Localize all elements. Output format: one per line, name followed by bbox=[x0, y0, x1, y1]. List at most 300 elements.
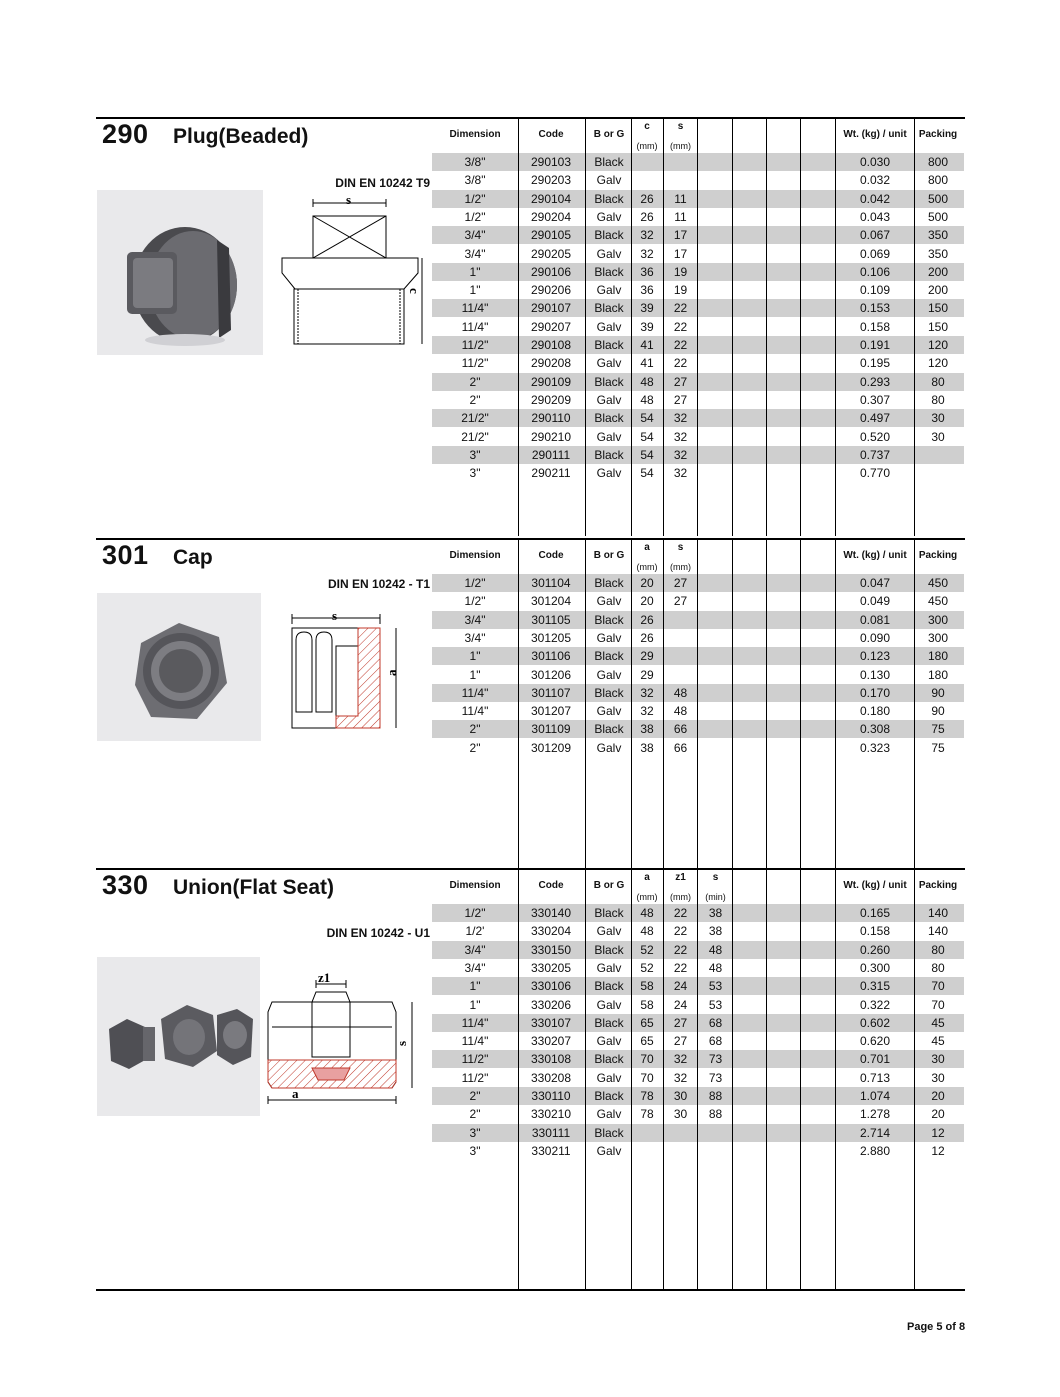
table-row bbox=[432, 720, 964, 738]
table-row bbox=[432, 245, 964, 263]
cell-d3 bbox=[699, 611, 732, 629]
cell-weight: 0.323 bbox=[859, 740, 891, 755]
cell-d2: 27 bbox=[673, 1015, 688, 1030]
table-row bbox=[432, 1014, 964, 1032]
cell-finish: Black bbox=[594, 685, 624, 700]
cell-finish: Black bbox=[594, 942, 624, 957]
cell-finish: Black bbox=[594, 447, 624, 462]
cell-d3: 48 bbox=[708, 942, 723, 957]
table-row bbox=[432, 354, 964, 372]
cell-d1: 20 bbox=[640, 576, 654, 590]
cell-d3 bbox=[699, 263, 732, 281]
cell-d1: 32 bbox=[640, 685, 654, 700]
cell-d1 bbox=[632, 171, 662, 189]
cell-weight: 0.165 bbox=[859, 906, 891, 920]
column-rule bbox=[835, 870, 836, 1289]
cell-finish: Black bbox=[594, 155, 624, 169]
cell-finish: Black bbox=[594, 906, 624, 920]
cell-packing: 45 bbox=[931, 1015, 945, 1030]
column-rule bbox=[631, 870, 632, 1289]
cell-packing: 30 bbox=[931, 1052, 945, 1067]
cell-packing: 200 bbox=[927, 264, 949, 279]
cell-packing: 80 bbox=[931, 960, 945, 975]
cell-finish: Black bbox=[594, 1125, 624, 1140]
cell-weight: 0.158 bbox=[859, 924, 891, 939]
cell-code: 330211 bbox=[531, 1143, 571, 1158]
table-row bbox=[432, 153, 964, 171]
cell-code: 301205 bbox=[530, 630, 572, 645]
cell-code: 301207 bbox=[530, 704, 572, 719]
cell-d1: 54 bbox=[640, 429, 654, 444]
drawing-label-s: s bbox=[346, 193, 352, 207]
cell-dimension: 11/4" bbox=[461, 1034, 489, 1049]
cell-finish: Black bbox=[594, 191, 624, 206]
cell-d2: 27 bbox=[673, 1034, 688, 1049]
cell-dimension: 3" bbox=[469, 466, 481, 481]
cell-dimension: 11/4" bbox=[461, 704, 489, 719]
table-row bbox=[432, 959, 964, 977]
cell-weight: 0.497 bbox=[859, 411, 891, 426]
column-rule bbox=[631, 119, 632, 536]
cell-d2: 48 bbox=[673, 704, 688, 719]
cap-technical-drawing bbox=[284, 610, 419, 736]
cell-dimension: 1/2" bbox=[464, 906, 486, 920]
cell-d2: 32 bbox=[673, 447, 688, 462]
cell-dimension: 11/2" bbox=[461, 1052, 489, 1067]
section-290-plug-beaded bbox=[96, 117, 965, 536]
cell-packing: 90 bbox=[931, 704, 945, 719]
cell-d3 bbox=[699, 647, 732, 665]
cell-d3 bbox=[699, 373, 732, 391]
cell-d2: 66 bbox=[673, 722, 688, 737]
cell-code: 330140 bbox=[530, 906, 572, 920]
table-row bbox=[432, 464, 964, 482]
cell-dimension: 2" bbox=[469, 740, 481, 755]
cell-weight: 0.300 bbox=[859, 960, 891, 975]
cell-d3 bbox=[699, 446, 732, 464]
cell-code: 290207 bbox=[530, 319, 572, 334]
table-row bbox=[432, 1087, 964, 1105]
cell-weight: 0.602 bbox=[859, 1015, 891, 1030]
cell-weight: 0.307 bbox=[859, 392, 891, 407]
header-dim1: a bbox=[644, 872, 650, 883]
cell-code: 330206 bbox=[530, 997, 572, 1012]
cell-dimension: 1" bbox=[469, 997, 481, 1012]
column-rule bbox=[835, 540, 836, 868]
cell-d3: 38 bbox=[708, 906, 723, 920]
column-rule bbox=[697, 119, 698, 536]
table-row bbox=[432, 281, 964, 299]
cell-code: 301107 bbox=[531, 685, 571, 700]
cell-code: 330108 bbox=[530, 1052, 572, 1067]
cell-d3: 68 bbox=[708, 1034, 723, 1049]
table-row bbox=[432, 1124, 964, 1142]
cell-packing: 30 bbox=[931, 411, 945, 426]
cell-d1: 29 bbox=[640, 667, 654, 682]
cell-d3: 53 bbox=[708, 979, 723, 994]
cell-packing: 12 bbox=[931, 1125, 945, 1140]
cell-finish: Black bbox=[594, 979, 624, 994]
column-rule bbox=[914, 119, 915, 536]
cell-dimension: 21/2" bbox=[461, 429, 489, 444]
cell-dimension: 3/4" bbox=[464, 228, 486, 243]
cell-dimension: 1/2' bbox=[465, 924, 485, 939]
header-b-or-g: B or G bbox=[593, 880, 625, 891]
section-330-union-flat-seat bbox=[96, 868, 965, 1292]
cell-d2: 32 bbox=[673, 429, 688, 444]
cell-code: 301105 bbox=[531, 612, 571, 627]
cell-weight: 0.713 bbox=[859, 1070, 891, 1085]
cell-packing: 12 bbox=[931, 1143, 945, 1158]
cell-d3 bbox=[699, 336, 732, 354]
table-row bbox=[432, 647, 964, 665]
unit-dim1: (mm) bbox=[636, 141, 658, 151]
cell-d3 bbox=[699, 684, 732, 702]
cell-weight: 0.770 bbox=[859, 466, 891, 481]
cell-finish: Black bbox=[594, 649, 624, 664]
cell-d2 bbox=[664, 647, 697, 665]
cell-code: 330150 bbox=[530, 942, 572, 957]
cell-finish: Galv bbox=[596, 392, 622, 407]
cell-d1: 36 bbox=[640, 283, 654, 298]
cell-finish: Galv bbox=[596, 319, 622, 334]
cell-packing: 45 bbox=[931, 1034, 945, 1049]
cell-d2: 48 bbox=[673, 685, 688, 700]
cell-d1: 48 bbox=[640, 924, 654, 939]
table-row bbox=[432, 1050, 964, 1068]
cell-packing: 20 bbox=[931, 1089, 945, 1103]
cell-weight: 0.701 bbox=[859, 1052, 891, 1067]
cell-packing: 150 bbox=[927, 319, 949, 334]
column-rule bbox=[835, 119, 836, 536]
cell-code: 330210 bbox=[530, 1107, 572, 1122]
cell-code: 290107 bbox=[530, 301, 572, 316]
cell-d1: 26 bbox=[640, 191, 654, 206]
cell-finish: Black bbox=[594, 411, 624, 426]
cell-d1: 41 bbox=[640, 356, 654, 371]
unit-dim2: (mm) bbox=[670, 892, 691, 902]
cell-d1: 52 bbox=[640, 942, 654, 957]
cell-d3: 48 bbox=[708, 960, 723, 975]
cell-dimension: 3/4" bbox=[464, 630, 486, 645]
cell-d2: 32 bbox=[673, 466, 688, 481]
cell-d3: 73 bbox=[708, 1070, 723, 1085]
column-rule bbox=[914, 870, 915, 1289]
cell-d2: 17 bbox=[673, 246, 688, 261]
cell-code: 330205 bbox=[530, 960, 572, 975]
cell-d1: 32 bbox=[640, 246, 654, 261]
cell-dimension: 11/4" bbox=[461, 301, 489, 316]
cell-d3 bbox=[699, 666, 732, 684]
cell-d3 bbox=[699, 1142, 732, 1160]
table-row bbox=[432, 592, 964, 610]
cell-dimension: 1/2" bbox=[464, 594, 486, 609]
cell-code: 301206 bbox=[530, 667, 572, 682]
column-rule bbox=[800, 540, 801, 868]
cell-d2: 27 bbox=[673, 594, 688, 609]
cell-weight: 0.049 bbox=[859, 594, 891, 609]
cell-code: 301106 bbox=[531, 649, 571, 664]
column-rule bbox=[697, 870, 698, 1289]
cell-dimension: 1" bbox=[469, 667, 481, 682]
cell-d1: 70 bbox=[640, 1052, 654, 1067]
cell-dimension: 2" bbox=[469, 1107, 481, 1122]
cell-packing: 140 bbox=[927, 924, 949, 939]
cell-finish: Galv bbox=[596, 173, 622, 188]
cell-packing: 120 bbox=[927, 356, 949, 371]
cell-d1: 38 bbox=[640, 722, 654, 737]
table-row bbox=[432, 318, 964, 336]
cell-finish: Galv bbox=[596, 1034, 622, 1049]
cell-d3 bbox=[699, 428, 732, 446]
cell-finish: Galv bbox=[596, 356, 622, 371]
cell-d1: 58 bbox=[640, 997, 654, 1012]
column-rule bbox=[663, 119, 664, 536]
cell-d3 bbox=[699, 391, 732, 409]
cell-d1: 52 bbox=[640, 960, 654, 975]
unit-dim3: (min) bbox=[705, 892, 726, 902]
cell-packing: 75 bbox=[931, 740, 945, 755]
cell-d2: 19 bbox=[673, 283, 688, 298]
cell-finish: Galv bbox=[596, 960, 622, 975]
cell-code: 290109 bbox=[530, 374, 572, 389]
cell-d2 bbox=[664, 1142, 697, 1160]
column-rule bbox=[585, 870, 586, 1289]
cell-d3 bbox=[699, 409, 732, 427]
cell-d3 bbox=[699, 226, 732, 244]
cell-d1: 78 bbox=[640, 1089, 654, 1103]
cell-code: 290205 bbox=[530, 246, 572, 261]
cell-finish: Black bbox=[594, 1089, 624, 1103]
header-code: Code bbox=[538, 550, 564, 561]
cell-packing: 180 bbox=[927, 649, 949, 664]
cell-d3: 38 bbox=[708, 924, 723, 939]
cell-weight: 0.090 bbox=[859, 630, 891, 645]
cell-weight: 0.520 bbox=[859, 429, 891, 444]
cell-d1: 54 bbox=[640, 447, 654, 462]
cell-d1: 58 bbox=[640, 979, 654, 994]
cell-weight: 0.170 bbox=[859, 685, 891, 700]
table-row bbox=[432, 190, 964, 208]
unit-dim1: (mm) bbox=[636, 892, 658, 902]
cell-weight: 0.032 bbox=[859, 173, 891, 188]
union-technical-drawing bbox=[266, 972, 426, 1112]
table-row bbox=[432, 1032, 964, 1050]
drawing-label-a: a bbox=[292, 1086, 299, 1101]
cell-d1: 29 bbox=[640, 649, 654, 664]
table-row bbox=[432, 574, 964, 592]
cell-d2 bbox=[664, 611, 697, 629]
table-row bbox=[432, 1069, 964, 1087]
cell-d1: 26 bbox=[640, 612, 654, 627]
cell-packing bbox=[914, 446, 962, 464]
table-row bbox=[432, 629, 964, 647]
cell-dimension: 11/4" bbox=[461, 319, 489, 334]
cell-finish: Black bbox=[594, 1015, 624, 1030]
cell-d3 bbox=[699, 171, 732, 189]
cell-d3: 73 bbox=[708, 1052, 723, 1067]
cell-dimension: 3" bbox=[469, 447, 481, 462]
cell-packing: 500 bbox=[927, 209, 949, 224]
cell-weight: 0.322 bbox=[859, 997, 891, 1012]
cell-dimension: 11/2" bbox=[461, 1070, 489, 1085]
cell-packing bbox=[914, 464, 962, 482]
cell-packing: 30 bbox=[931, 429, 945, 444]
cell-packing: 80 bbox=[931, 942, 945, 957]
cell-d1: 48 bbox=[640, 906, 654, 920]
cell-d2: 24 bbox=[673, 997, 688, 1012]
cell-d2: 27 bbox=[673, 392, 688, 407]
cell-dimension: 1/2" bbox=[464, 209, 486, 224]
cell-d2 bbox=[664, 171, 697, 189]
cell-dimension: 1" bbox=[469, 649, 481, 664]
header-weight: Wt. (kg) / unit bbox=[843, 129, 907, 140]
column-rule bbox=[766, 870, 767, 1289]
table-row bbox=[432, 1105, 964, 1123]
cell-d1: 48 bbox=[640, 374, 654, 389]
cell-packing: 300 bbox=[927, 630, 949, 645]
cell-code: 290105 bbox=[530, 228, 572, 243]
cell-d1: 32 bbox=[640, 704, 654, 719]
table-row bbox=[432, 299, 964, 317]
cell-weight: 0.315 bbox=[859, 979, 891, 994]
product-number: 290 bbox=[102, 119, 149, 149]
table-row bbox=[432, 263, 964, 281]
cell-d2: 22 bbox=[673, 942, 688, 957]
table-row bbox=[432, 1142, 964, 1160]
drawing-label-c: c bbox=[407, 288, 422, 294]
cell-d1: 32 bbox=[640, 228, 654, 243]
cell-d2 bbox=[664, 1124, 697, 1142]
cell-dimension: 11/2" bbox=[461, 338, 489, 352]
standard-label: DIN EN 10242 T9 bbox=[335, 176, 430, 190]
cell-dimension: 2" bbox=[469, 1089, 481, 1103]
cell-weight: 0.260 bbox=[859, 942, 891, 957]
cell-dimension: 2" bbox=[469, 392, 481, 407]
cell-d1 bbox=[632, 1142, 662, 1160]
cell-weight: 0.620 bbox=[859, 1034, 891, 1049]
cell-d1: 65 bbox=[640, 1015, 654, 1030]
cell-packing: 450 bbox=[927, 576, 949, 590]
cell-finish: Galv bbox=[596, 740, 622, 755]
cell-weight: 1.278 bbox=[859, 1107, 891, 1122]
cell-weight: 0.069 bbox=[859, 246, 891, 261]
header-dim3: s bbox=[712, 872, 719, 883]
cell-code: 290210 bbox=[530, 429, 572, 444]
cell-d3: 88 bbox=[708, 1089, 723, 1103]
cell-dimension: 11/2" bbox=[461, 356, 489, 371]
cell-weight: 0.042 bbox=[859, 191, 891, 206]
cap-photo bbox=[97, 593, 261, 741]
page-number: Page 5 of 8 bbox=[907, 1321, 966, 1333]
cell-d1: 41 bbox=[640, 338, 654, 352]
cell-packing: 70 bbox=[931, 979, 945, 994]
cell-finish: Black bbox=[594, 1052, 624, 1067]
cell-dimension: 1/2" bbox=[464, 191, 486, 206]
cell-dimension: 21/2" bbox=[461, 411, 489, 426]
cell-d3 bbox=[699, 245, 732, 263]
cell-finish: Galv bbox=[596, 246, 622, 261]
cell-packing: 800 bbox=[927, 155, 949, 169]
cell-weight: 0.737 bbox=[859, 447, 891, 462]
column-rule bbox=[800, 119, 801, 536]
table-row bbox=[432, 904, 964, 922]
cell-d2: 22 bbox=[673, 319, 688, 334]
cell-d3 bbox=[699, 1124, 732, 1142]
cell-d1: 38 bbox=[640, 740, 654, 755]
header-code: Code bbox=[538, 880, 564, 891]
cell-weight: 0.030 bbox=[859, 155, 891, 169]
cell-dimension: 1" bbox=[469, 979, 481, 994]
cell-d2: 17 bbox=[673, 228, 688, 243]
product-name: Cap bbox=[173, 546, 213, 569]
cell-code: 330204 bbox=[530, 924, 572, 939]
cell-d3 bbox=[699, 281, 732, 299]
drawing-label-z1: z1 bbox=[318, 972, 331, 985]
header-dimension: Dimension bbox=[449, 129, 501, 140]
header-b-or-g: B or G bbox=[593, 550, 625, 561]
cell-finish: Black bbox=[594, 301, 624, 316]
cell-code: 330207 bbox=[530, 1034, 572, 1049]
cell-code: 330107 bbox=[530, 1015, 572, 1030]
cell-dimension: 2" bbox=[469, 374, 481, 389]
cell-code: 330111 bbox=[531, 1125, 571, 1140]
cell-d3 bbox=[699, 299, 732, 317]
standard-label: DIN EN 10242 - U1 bbox=[326, 926, 430, 940]
cell-d1 bbox=[632, 153, 662, 171]
cell-code: 290208 bbox=[530, 356, 572, 371]
header-packing: Packing bbox=[918, 880, 958, 891]
cell-d2 bbox=[664, 666, 697, 684]
standard-label: DIN EN 10242 - T1 bbox=[327, 577, 430, 591]
cell-packing: 120 bbox=[927, 338, 949, 352]
cell-packing: 90 bbox=[931, 685, 945, 700]
table-row bbox=[432, 684, 964, 702]
column-rule bbox=[732, 119, 733, 536]
cell-weight: 0.106 bbox=[859, 264, 891, 279]
cell-packing: 75 bbox=[931, 722, 945, 737]
table-row bbox=[432, 922, 964, 940]
cell-d1: 39 bbox=[640, 319, 654, 334]
cell-finish: Galv bbox=[596, 667, 622, 682]
drawing-label-s: s bbox=[394, 1040, 409, 1046]
cell-finish: Galv bbox=[596, 209, 622, 224]
table-row bbox=[432, 409, 964, 427]
table-row bbox=[432, 336, 964, 354]
header-dim1: a bbox=[644, 542, 650, 553]
cell-d1: 54 bbox=[640, 466, 654, 481]
cell-dimension: 11/4" bbox=[461, 1015, 489, 1030]
cell-finish: Galv bbox=[596, 924, 622, 939]
cell-d3: 53 bbox=[708, 997, 723, 1012]
cell-d2: 32 bbox=[673, 1052, 688, 1067]
cell-dimension: 1" bbox=[469, 283, 481, 298]
cell-finish: Galv bbox=[596, 594, 622, 609]
cell-weight: 1.074 bbox=[859, 1089, 891, 1103]
column-rule bbox=[732, 870, 733, 1289]
cell-packing: 350 bbox=[927, 246, 949, 261]
cell-d2: 22 bbox=[673, 338, 688, 352]
union-photo bbox=[97, 957, 260, 1116]
table-row bbox=[432, 941, 964, 959]
cell-code: 290104 bbox=[530, 191, 572, 206]
cell-finish: Black bbox=[594, 338, 624, 352]
cell-weight: 2.714 bbox=[859, 1125, 891, 1140]
table-row bbox=[432, 428, 964, 446]
cell-d3: 68 bbox=[708, 1015, 723, 1030]
header-weight: Wt. (kg) / unit bbox=[843, 880, 907, 891]
cell-finish: Galv bbox=[596, 1107, 622, 1122]
